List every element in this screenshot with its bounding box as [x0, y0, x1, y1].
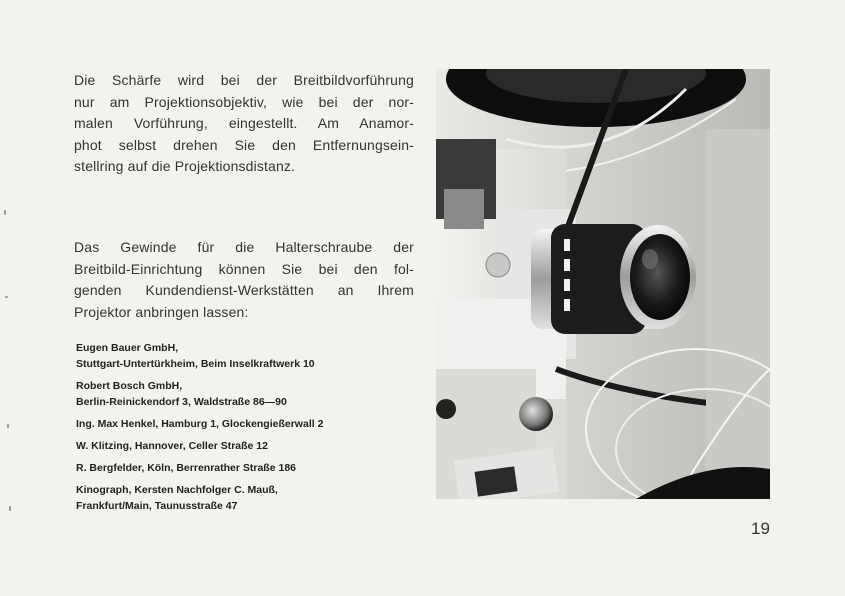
paper-speck — [5, 296, 8, 298]
address-entry — [76, 460, 421, 476]
text-line: Breitbild-Einrichtung können Sie bei den fol- — [74, 260, 414, 277]
projector-lens-photo — [436, 69, 770, 499]
text-line: genden Kundendienst-Werkstätten an Ihrem — [74, 282, 414, 298]
text-line: malen Vorführung, eingestellt. Am Anamor- — [74, 115, 414, 131]
address-entry — [76, 416, 421, 432]
address-list — [76, 340, 421, 516]
paragraph-service-workshops — [74, 237, 414, 323]
page-number: 19 — [751, 519, 770, 538]
paper-speck — [4, 210, 6, 215]
text-line: nur am Projektionsobjektiv, wie bei der nor- — [74, 93, 414, 110]
address-line: Ing. Max Henkel, Hamburg 1, Glockengießerwall 2 — [76, 418, 324, 430]
address-line: Berlin-Reinickendorf 3, Waldstraße 86—90 — [76, 396, 287, 408]
address-line: Robert Bosch GmbH, — [76, 380, 183, 392]
paper-speck — [7, 424, 9, 428]
address-entry — [76, 438, 421, 454]
paragraph-focus-instructions — [74, 70, 414, 178]
address-line: Stuttgart-Untertürkheim, Beim Inselkraftwerk 10 — [76, 358, 315, 370]
paper-speck — [9, 506, 11, 511]
address-entry — [76, 482, 421, 514]
address-line: Frankfurt/Main, Taunusstraße 47 — [76, 500, 238, 512]
text-line: Das Gewinde für die Halterschraube der — [74, 239, 414, 255]
text-line: Die Schärfe wird bei der Breitbildvorführung — [74, 72, 414, 88]
text-line: phot selbst drehen Sie den Entfernungsein- — [74, 136, 414, 153]
address-line: R. Bergfelder, Köln, Berrenrather Straße 186 — [76, 462, 296, 474]
text-line: Projektor anbringen lassen: — [74, 303, 249, 320]
address-line: Kinograph, Kersten Nachfolger C. Mauß, — [76, 484, 278, 496]
address-entry — [76, 378, 421, 410]
address-line: Eugen Bauer GmbH, — [76, 342, 179, 354]
address-line: W. Klitzing, Hannover, Celler Straße 12 — [76, 440, 268, 452]
address-entry — [76, 340, 421, 372]
text-line: stellring auf die Projektionsdistanz. — [74, 158, 296, 174]
